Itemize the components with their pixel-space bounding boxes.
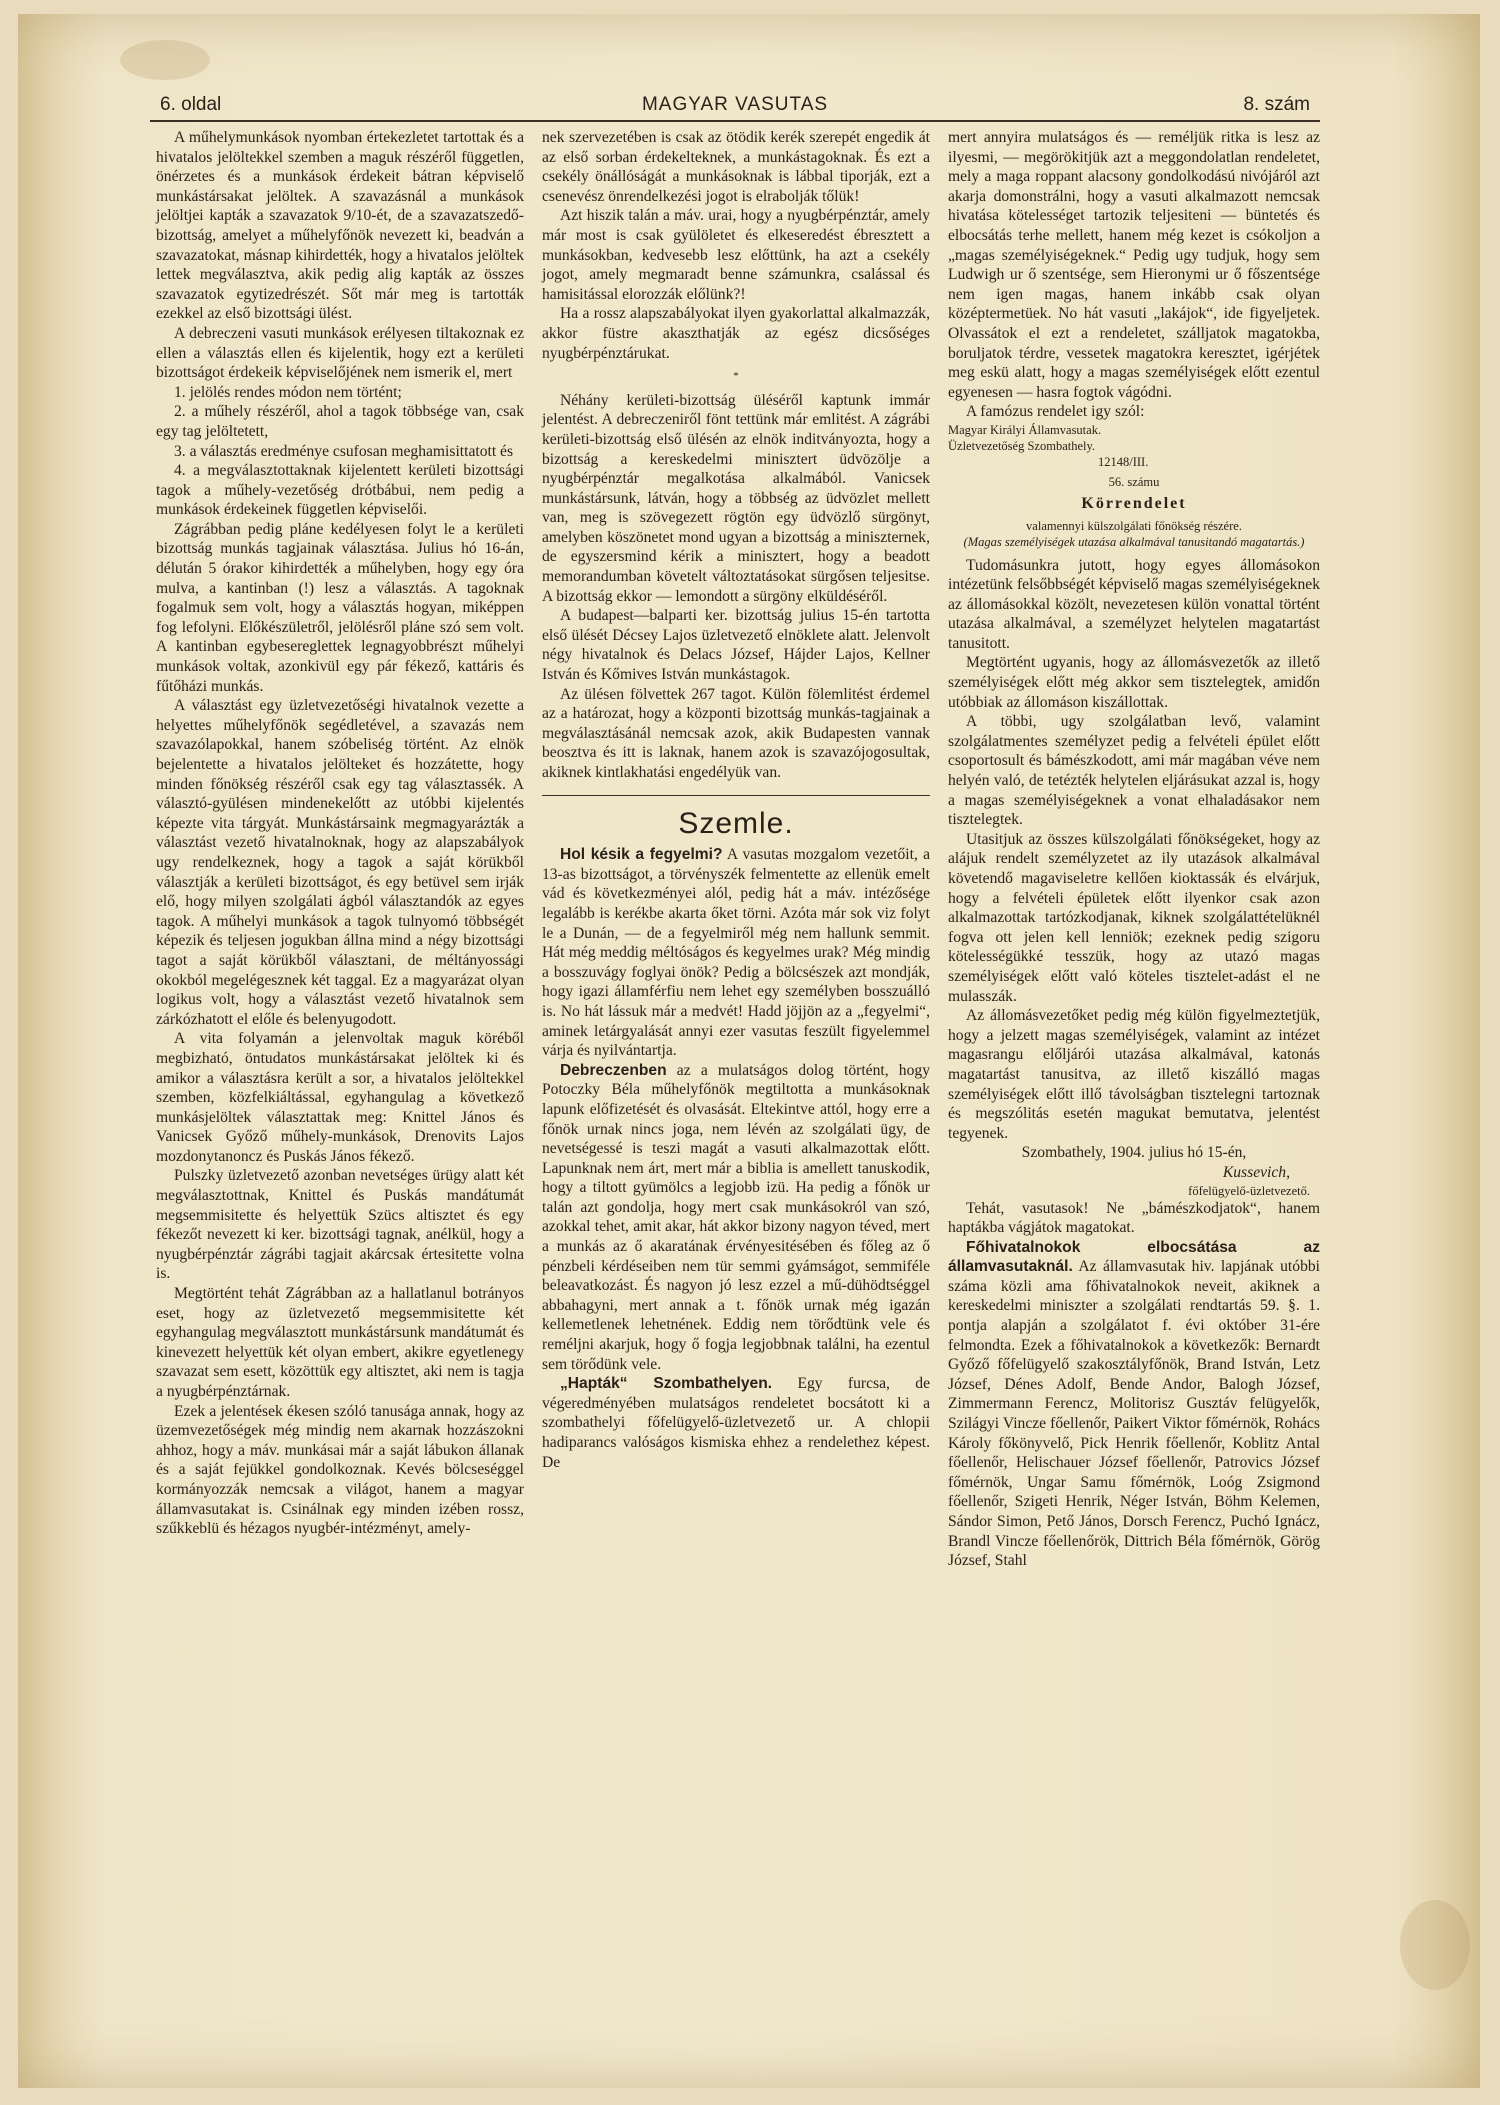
decree-number: 56. számu <box>1108 474 1160 489</box>
paragraph: Az állomásvezetőket pedig még külön figyelmeztetjük, hogy a jelzett magas személyiségek, valamint az intézet magasrangu előljárói utazása alkalmával, katonás magatartást tanusitva, az illető kiszálló magas személyiségek előtt illő távolságban tisztelegni tartoznak és megszólitás esetén magukat bemutatva, jelentést tegyenek. <box>948 1007 1320 1142</box>
paragraph: Utasitjuk az összes külszolgálati főnökségeket, hogy az alájuk rendelt személyzetet az ily utazások alkalmával követendő magaviseletre kellően kioktassák és elvárjuk, hogy a felvételi épületek előtt ilyenkor csak azon alkalmazottak tartózkodjanak, kiknek szolgálattételüknél fogva ott jelen kell lenniök; ezeknek pedig szigoru kötelességükké tesszük, hogy az utazó magas személyiségek előtt való köteles tisztelet-adást el ne mulasszák. <box>948 830 1320 1005</box>
paragraph: Tehát, vasutasok! Ne „bámészkodjatok“, hanem haptákba vágjátok magatokat. <box>948 1199 1320 1237</box>
decree-office: Üzletvezetőség Szombathely. <box>948 438 1096 453</box>
decree-recipient: valamennyi külszolgálati főnökség részére. <box>1026 518 1242 533</box>
paragraph: Néhány kerületi-bizottság üléséről kaptunk immár jelentést. A debreczeniről fönt tettünk már emlitést. A zágrábi kerületi-bizottság első ülésén az elnök inditványozta, hogy a bizottság a kereskedelmi minisztert üdvözölje a nyugbérpénztár megalkotása alkalmából. Vanicsek munkástársunk, látván, hogy a többség az üdvözlet mellett van, meg is szövegezett rögtön egy üdvözlő sürgönyt, amelyben köszönetet mond ugyan a bizottság a miniszternek, de egyszersmind kérik a minisztert, hogy a beadott memorandumban követelt változtatásokat sürgősen teljesitse. A bizottság ekkor — lemondott a sürgöny elküldéséről. <box>542 391 930 605</box>
article-text: Egy furcsa, de végeredményében mulatságos rendeletet bocsátott ki a szombathelyi főfelügyelő-üzletvezető ur. A chlopii hadiparancs valóságos kismiska ehhez a rendelethez képest. De <box>542 1375 930 1471</box>
stain <box>1400 1900 1470 1990</box>
article-heading: Debreczenben <box>560 1061 667 1079</box>
decree-signer-title: főfelügyelő-üzletvezető. <box>1188 1183 1310 1198</box>
paragraph: Zágrábban pedig pláne kedélyesen folyt le a kerületi bizottság munkás tagjainak választása. Julius hó 16-án, délután 5 órakor kihirdették a műhelyben, hogy egy óra mulva, a kantinban (!) lesz a választás. A tagoknak fogalmuk sem volt, hogy a választás hogyan, miképpen fog lefolyni. Előkészületről, jelölésről pláne szó sem volt. A kantinban egybesereglettek legnagyobbrészt műhelyi munkások voltak, azonkivül egy pár fékező, kattáris és fűtőházi munkás. <box>156 520 524 695</box>
decree-subject: (Magas személyiségek utazása alkalmával tanusitandó magatartás.) <box>963 534 1305 549</box>
paragraph: mert annyira mulatságos és — reméljük ritka is lesz az ilyesmi, — megörökitjük azt a meggondolatlan rendeletet, mely a maga roppant alacsony gondolkodású nivójáról azt akarja domonstrálni, hogy a vasuti alkalmazott nemcsak hivatása kötelességet tartozik teljesiteni — büntetés és elbocsátás terhe mellett, hanem még kezet is csókoljon a „magas személyiségeknek.“ Pedig ugy tudjuk, hogy sem Ludwigh ur ő szentsége, sem Hieronymi ur ő főszentsége nem igen magas, hanem inkább csak olyan középtermetüek. No hát vasuti „lakájok“, ide figyeljetek. Olvassátok el ezt a rendeletet, szálljatok magatokba, boruljatok térdre, vessetek magatokra keresztet, igérjétek meg eskü alatt, hogy a magas személyiségek előtt ezentul egyenesen — hasra fogtok vágódni. <box>948 129 1320 401</box>
article <box>542 1374 930 1472</box>
paragraph: Megtörtént ugyanis, hogy az állomásvezetők az illető személyiségek előtt még akkor sem tisztelegtek, amidőn utóbbiak az állomáson kiszállottak. <box>948 654 1320 711</box>
issue-number: 8. szám <box>1243 94 1310 115</box>
section-divider: * <box>733 370 739 383</box>
page-header <box>160 94 1310 118</box>
article-heading: Főhivatalnokok elbocsátása az államvasutaknál. <box>948 1238 1320 1276</box>
stain <box>120 40 210 80</box>
article-text: Az államvasutak hiv. lapjának utóbbi száma közli ama főhivatalnokok neveit, akiknek a kereskedelmi miniszter a szolgálati rendtartás 59. §. 1. pontja alapján a szolgálatot f. évi október 31-ére felmondta. Ezek a főhivatalnokok a következők: Bernardt Győző főfelügyelő szakosztályfőnök, Brand István, Letz József, Dénes Adolf, Bende Andor, Balogh József, Zimmermann Ferencz, Molitorisz Gusztáv felügyelők, Szilágyi Vincze főellenőr, Paikert Viktor főmérnök, Rohács Károly főkönyvelő, Pick Henrik főellenőr, Koblitz Antal főellenőr, Helischauer József főellenőr, Patrovics József főmérnök, Ungar Samu főmérnök, Loóg Zsigmond főellenőr, Szigeti Henrik, Néger István, Böhm Kelemen, Sándor Simon, Pető János, Dorsch Ferencz, Puchó Ignácz, Brandl Vincze főellenőrök, Dittrich Béla főmérnök, Görög József, Stahl <box>948 1258 1320 1570</box>
list-item: 4. a megválasztottaknak kijelentett kerületi bizottsági tagok a műhely-vezetőség drótbábui, nem pedig a munkások érdekeinek független képviselői. <box>156 462 524 519</box>
paragraph: Pulszky üzletvezető azonban nevetséges ürügy alatt két megválasztottnak, Knittel és Puskás mandátumát megsemmisitette és helyettük Szücs altisztet és egy fékezőt nevezett ki ker. bizottsági tagnak, anélkül, hogy a nyugbérpénztár zágrábi tagjait akárcsak értesitette volna is. <box>156 1167 524 1283</box>
paragraph: Azt hiszik talán a máv. urai, hogy a nyugbérpénztár, amely már most is csak gyülöletet és elkeseredést ébresztett a munkásokban, kedvesebb lesz előttünk, ha azt a csekély jogot, amely megmaradt benne számunkra, csalással és hamisitással elorozzák előlünk?! <box>542 207 930 303</box>
list-item: 2. a műhely részéről, ahol a tagok többsége van, csak egy tag jelöltetett, <box>156 403 524 440</box>
list-item: 3. a választás eredménye csufosan meghamisittatott és <box>174 442 514 460</box>
decree-organization: Magyar Királyi Államvasutak. <box>948 422 1102 437</box>
decree-date: Szombathely, 1904. julius hó 15-én, <box>1021 1144 1247 1162</box>
column-2 <box>542 128 930 1472</box>
paragraph: A többi, ugy szolgálatban levő, valamint szolgálatmentes személyzet pedig a felvételi épület előtt csoportosult és bámészkodott, ami már magában véve nem helyén való, de tetézték helytelen eljárásukat azzal is, hogy a magas személyiségeknek a vonat elhaladásakor nem tisztelegtek. <box>948 713 1320 829</box>
paragraph: Ezek a jelentések ékesen szóló tanusága annak, hogy az üzemvezetőségek még mindig nem akarnak hozzászokni ahhoz, hogy a máv. munkásai már a saját lábukon állanak és a saját fejükkel gondolkoznak. Kevés bölcseséggel kormányozzák nemcsak a világot, hanem a magyar államvasutakat is. Csinálnak egy minden izében rossz, szűkkeblü és hézagos nyugbér-intézményt, amely- <box>156 1402 524 1538</box>
page-number: 6. oldal <box>160 94 222 115</box>
paragraph: nek szervezetében is csak az ötödik kerék szerepét engedik át az első sorban érdekelteknek, a munkástagoknak. És ezt a csekély önállóságát a munkásoknak is lábbal tiporják, ezt a csenevész önrendelkezési jogot is elrabolják tőlük! <box>542 129 930 205</box>
divider <box>542 795 930 796</box>
section-title: Szemle. <box>678 806 794 840</box>
paragraph: A debreczeni vasuti munkások erélyesen tiltakoznak ez ellen a választás ellen és kijelentik, hogy ezt a kerületi bizottságot érdekeik képviselőjének nem ismerik el, mert <box>156 324 524 382</box>
paragraph: Tudomásunkra jutott, hogy egyes állomásokon intézetünk felsőbbségét képviselő magas személyiségeknek az állomásokkal közölt, nevezetesen külön vonattal történt utazása alkalmával, a személyzet helytelen magatartást tanusitott. <box>948 556 1320 652</box>
article <box>542 845 930 1061</box>
paragraph: A választást egy üzletvezetőségi hivatalnok vezette a helyettes műhelyfőnök segédletével, a szavazás nem szavazólapokkal, hanem szóbeliség történt. Az elnök bejelentette a hivatalos jelölteket és hozzátette, hogy minden főnökség részéről csak egy tag választassék. A választó-gyülésen mindenekelőtt az utóbbi kijelentés képezte vita tárgyát. Munkástársaink megmagyarázták a választást vezető hivatalnoknak, hogy az alapszabályok ugy rendelkeznek, hogy a tagok a saját körükből választják a kerületi bizottságot, és egy betüvel sem irják elő, hogy milyen szolgálati ágból választandók az egyes tagok. A műhelyi munkások a tagok tulnyomó többségét képezik és teljesen jogukban állna mind a négy bizottsági tagot a saját körükből választani, de méltányossági okokból megelégesznek két taggal. Ez a magyarázat olyan logikus volt, hogy a választást vezető hivatalnok sem zárkózhatott el előle és belenyugodott. <box>156 697 524 1028</box>
article-text: az a mulatságos dolog történt, hogy Potoczky Béla műhelyfőnök megtiltotta a munkásoknak lapunk előfizetését és olvasását. Eltekintve attól, hogy erre a főnök urnak nincs joga, nem lévén az szolgálati ügy, de nevetségessé is teszi magát a vasuti alkalmazottak előtt. Lapunknak nem árt, mert már a biblia is amellett tanuskodik, hogy a tiltott gyümölcs a legjobb izü. Ha pedig a főnök ur talán azt gondolja, hogy mert csak munkásokról van szó, azokkal tehet, amit akar, hát akkor bizony nagyon téved, mert a munkás az ő akaratának érvényesitésében és főleg az ő pénzbeli kérdéseiben nem tür semmi gyámságot, semmiféle beleavatkozást. És nagyon jó lesz ezzel a mű-dühödtséggel abbahagyni, mert annak a t. főnök urnak még igazán kellemetlenek lehetnének. Eddig nem törődtünk vele és reméljni akarjuk, hogy ő fogja legjobbnak találni, ha ezentul sem törődünk vele. <box>542 1061 930 1373</box>
newspaper-title: MAGYAR VASUTAS <box>641 94 829 115</box>
column-1 <box>156 128 524 1539</box>
paragraph: A famózus rendelet igy szól: <box>966 403 1145 421</box>
decree-signer: Kussevich, <box>1222 1163 1290 1181</box>
paragraph: A műhelymunkások nyomban értekezletet tartottak és a hivatalos jelöltekkel szemben a maguk részéről független, önérzetes és a munkások érdekeit bátran képviselő munkástársakat jelöltek. A szavazásnál a munkások jelöltjei kapták a szavazatok 9/10-ét, de a szavazatszedő-bizottság, amelyet a műhelyfőnök nevezett ki, beadván a szavazatokat, másnap kihirdették, hogy a hivatalos jelöltek lettek megválasztva, akik pedig alig kapták az összes szavazatok egytizedrészét. Sőt már meg is tartották ezekkel az első bizottsági ülést. <box>156 129 524 323</box>
article-heading: „Hapták“ Szombathelyen. <box>560 1375 773 1393</box>
list <box>156 383 524 520</box>
decree-title: Körrendelet <box>1081 494 1187 512</box>
column-3 <box>948 128 1320 1571</box>
paragraph: Az ülésen fölvettek 267 tagot. Külön fölemlitést érdemel az a határozat, hogy a központi bizottság munkás-tagjainak a megválasztásánál nemcsak azok, akik Budapesten vannak beosztva és itt is laknak, hanem azok is szavazójogosultak, akiknek kintlakhatási engedélyük van. <box>542 685 930 781</box>
paragraph: Ha a rossz alapszabályokat ilyen gyakorlattal alkalmazzák, akkor füstre akaszthatják az egész dicsőséges nyugbérpénztárukat. <box>542 305 930 362</box>
list-item: 1. jelölés rendes módon nem történt; <box>174 383 402 401</box>
paragraph: A budapest—balparti ker. bizottság julius 15-én tartotta első ülését Décsey Lajos üzletvezető elnöklete alatt. Jelenvolt négy hivatalnok és Delacs József, Hájder Lajos, Kellner István és Kőmives István munkástagok. <box>542 607 930 684</box>
article-heading: Hol késik a fegyelmi? <box>560 846 723 864</box>
article <box>542 1061 930 1375</box>
article-text: A vasutas mozgalom vezetőit, a 13-as bizottságot, a törvényszék felmentette az ellenük emelt vád és következményei alól, pedig hát a máv. intézősége legalább is kerékbe akarta őket törni. Azóta már sok viz folyt le a Dunán, — de a fegyelmiről még nem hallunk semmit. Hát még meddig méltóságos és kegyelmes urak? Még mindig a bosszuvágy foglyai önök? Pedig a bölcsészek azt mondják, hogy igazi államférfiu nem lehet egy személyben bosszuálló is. No hát lássuk már a medvét! Hadd jöjjön az a „fegyelmi“, aminek letárgyalását annyi ezer vasutas feszült figyelemmel várja és nyilvántartja. <box>542 846 931 1060</box>
decree-reference: 12148/III. <box>1098 454 1149 469</box>
article <box>948 1238 1320 1571</box>
paragraph: Megtörtént tehát Zágrábban az a hallatlanul botrányos eset, hogy az üzletvezető megsemmisitette két egyhangulag megválasztott munkástársunk mandátumát és kinevezett helyettük két olyan embert, akikre egyetlenegy szavazat sem esett, közöttük egy altisztet, aki nem is tagja a nyugbérpénztárnak. <box>156 1285 524 1400</box>
header-rule <box>150 120 1320 122</box>
paragraph: A vita folyamán a jelenvoltak maguk köréből megbizható, öntudatos munkástársakat jelöltek ki és amikor a választásra került a sor, a hivatalos jelöltekkel szemben, közfelkiáltással, egyhangulag a következő munkásjelöltek választattak meg: Knittel János és Vanicsek Győző műhely-munkások, Drenovits Lajos mozdonytanoncz és Puskás János fékező. <box>156 1030 524 1165</box>
